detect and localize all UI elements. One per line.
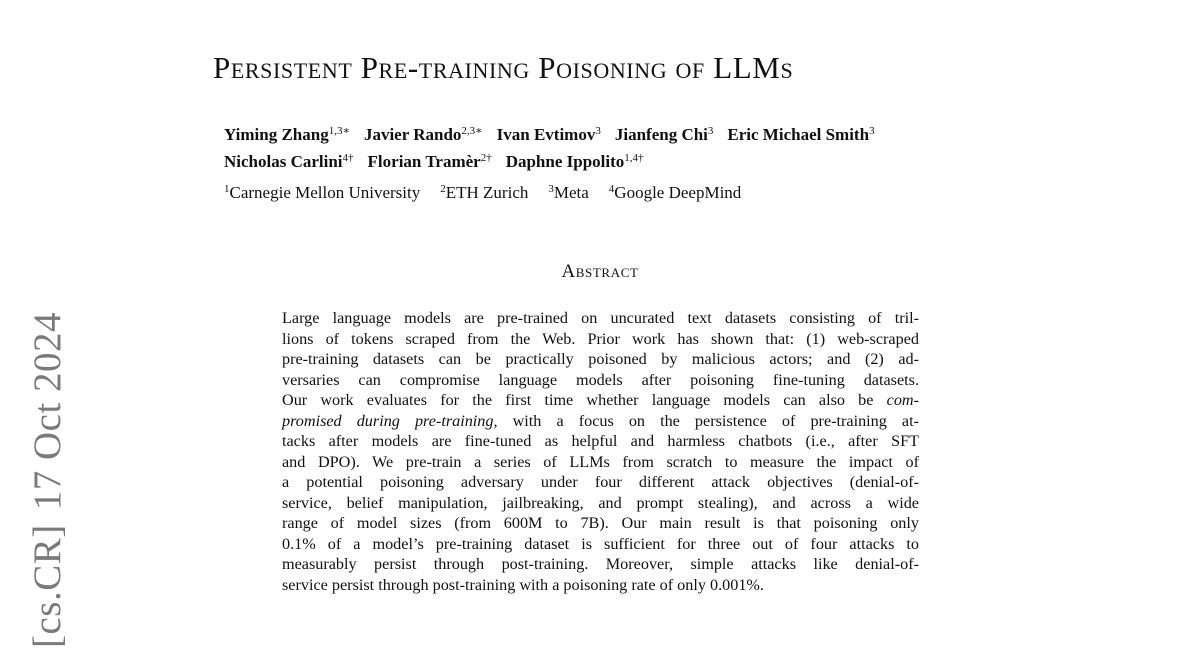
author-name: [506, 148, 644, 175]
affiliation: [224, 181, 420, 205]
author-name-text: Daphne Ippolito: [505, 152, 625, 171]
author-name: [224, 148, 354, 175]
author-affiliation-mark: 4†: [342, 152, 354, 164]
author-name-text: Ivan Evtimov: [496, 125, 596, 144]
abstract-line: lions of tokens scraped from the Web. Prior work has shown that: (1) web-scraped: [282, 329, 919, 348]
author-name-text: Jianfeng Chi: [614, 125, 708, 144]
author-name: [615, 121, 714, 148]
affiliation-mark: 3: [548, 183, 554, 195]
affiliation: [440, 181, 528, 205]
affiliation: [609, 181, 742, 205]
affiliation-mark: 2: [440, 183, 446, 195]
abstract-line: service persist through post-training with a poisoning rate of only 0.001%.: [282, 575, 764, 594]
affiliation-name: Carnegie Mellon University: [229, 183, 421, 202]
abstract-line: 0.1% of a model’s pre-training dataset is sufficient for three out of four attacks to: [282, 534, 919, 553]
affiliation-name: ETH Zurich: [445, 183, 529, 202]
paper-title: Persistent Pre-training Poisoning of LLMs: [213, 50, 794, 85]
abstract-line: tacks after models are fine-tuned as helpful and harmless chatbots (i.e., after SFT: [282, 432, 919, 450]
author-affiliation-mark: 3: [869, 125, 875, 137]
abstract-line: a potential poisoning adversary under four different attack objectives (denial-of-: [282, 473, 919, 491]
author-name-text: Yiming Zhang: [224, 125, 329, 144]
abstract-line: pre-training datasets can be practically poisoned by malicious actors; and (2) ad-: [282, 350, 919, 368]
author-line-2: [224, 148, 889, 175]
affiliation-name: Google DeepMind: [614, 183, 742, 202]
affiliation-mark: 1: [224, 183, 230, 195]
author-name: [364, 121, 483, 148]
abstract-line: measurably persist through post-training. Moreover, simple attacks like denial-of-: [282, 555, 919, 573]
author-affiliation-mark: 1,4†: [624, 152, 644, 164]
affiliation-list: [224, 181, 761, 205]
author-affiliation-mark: 2†: [480, 152, 492, 164]
arxiv-sidebar-stamp: [28, 312, 68, 648]
affiliation: [548, 181, 588, 205]
abstract-line: range of model sizes (from 600M to 7B). Our main result is that poisoning only: [282, 514, 919, 532]
author-name: [368, 148, 492, 175]
abstract-line: Large language models are pre-trained on uncurated text datasets consisting of tril-: [282, 309, 919, 327]
author-name: [497, 121, 601, 148]
author-name-text: Javier Rando: [363, 125, 462, 144]
arxiv-category: [cs.CR]: [26, 524, 69, 648]
author-name: [727, 121, 874, 148]
author-name: [224, 121, 350, 148]
author-affiliation-mark: 3: [707, 125, 714, 137]
author-list: [224, 121, 889, 175]
author-name-text: Eric Michael Smith: [727, 125, 870, 144]
author-affiliation-mark: 3: [595, 125, 601, 137]
affiliation-mark: 4: [608, 183, 615, 195]
abstract-line: Our work evaluates for the first time whether language models can also be com-: [282, 391, 919, 409]
author-line-1: [224, 121, 889, 148]
author-name-text: Florian Tramèr: [367, 152, 481, 171]
author-affiliation-mark: 1,3∗: [328, 125, 350, 137]
author-affiliation-mark: 2,3∗: [461, 125, 483, 137]
abstract-line: versaries can compromise language models after poisoning fine-tuning datasets.: [282, 370, 919, 389]
abstract-body: [282, 308, 919, 595]
abstract-line: promised during pre-training, with a focus on the persistence of pre-training at-: [282, 411, 920, 430]
arxiv-date: 17 Oct 2024: [26, 311, 69, 511]
author-name-text: Nicholas Carlini: [224, 152, 343, 171]
abstract-line: service, belief manipulation, jailbreaking, and prompt stealing), and across a wide: [282, 493, 919, 512]
abstract-line: and DPO). We pre-train a series of LLMs from scratch to measure the impact of: [282, 452, 919, 471]
abstract-heading: Abstract: [561, 261, 639, 282]
affiliation-name: Meta: [553, 183, 589, 202]
